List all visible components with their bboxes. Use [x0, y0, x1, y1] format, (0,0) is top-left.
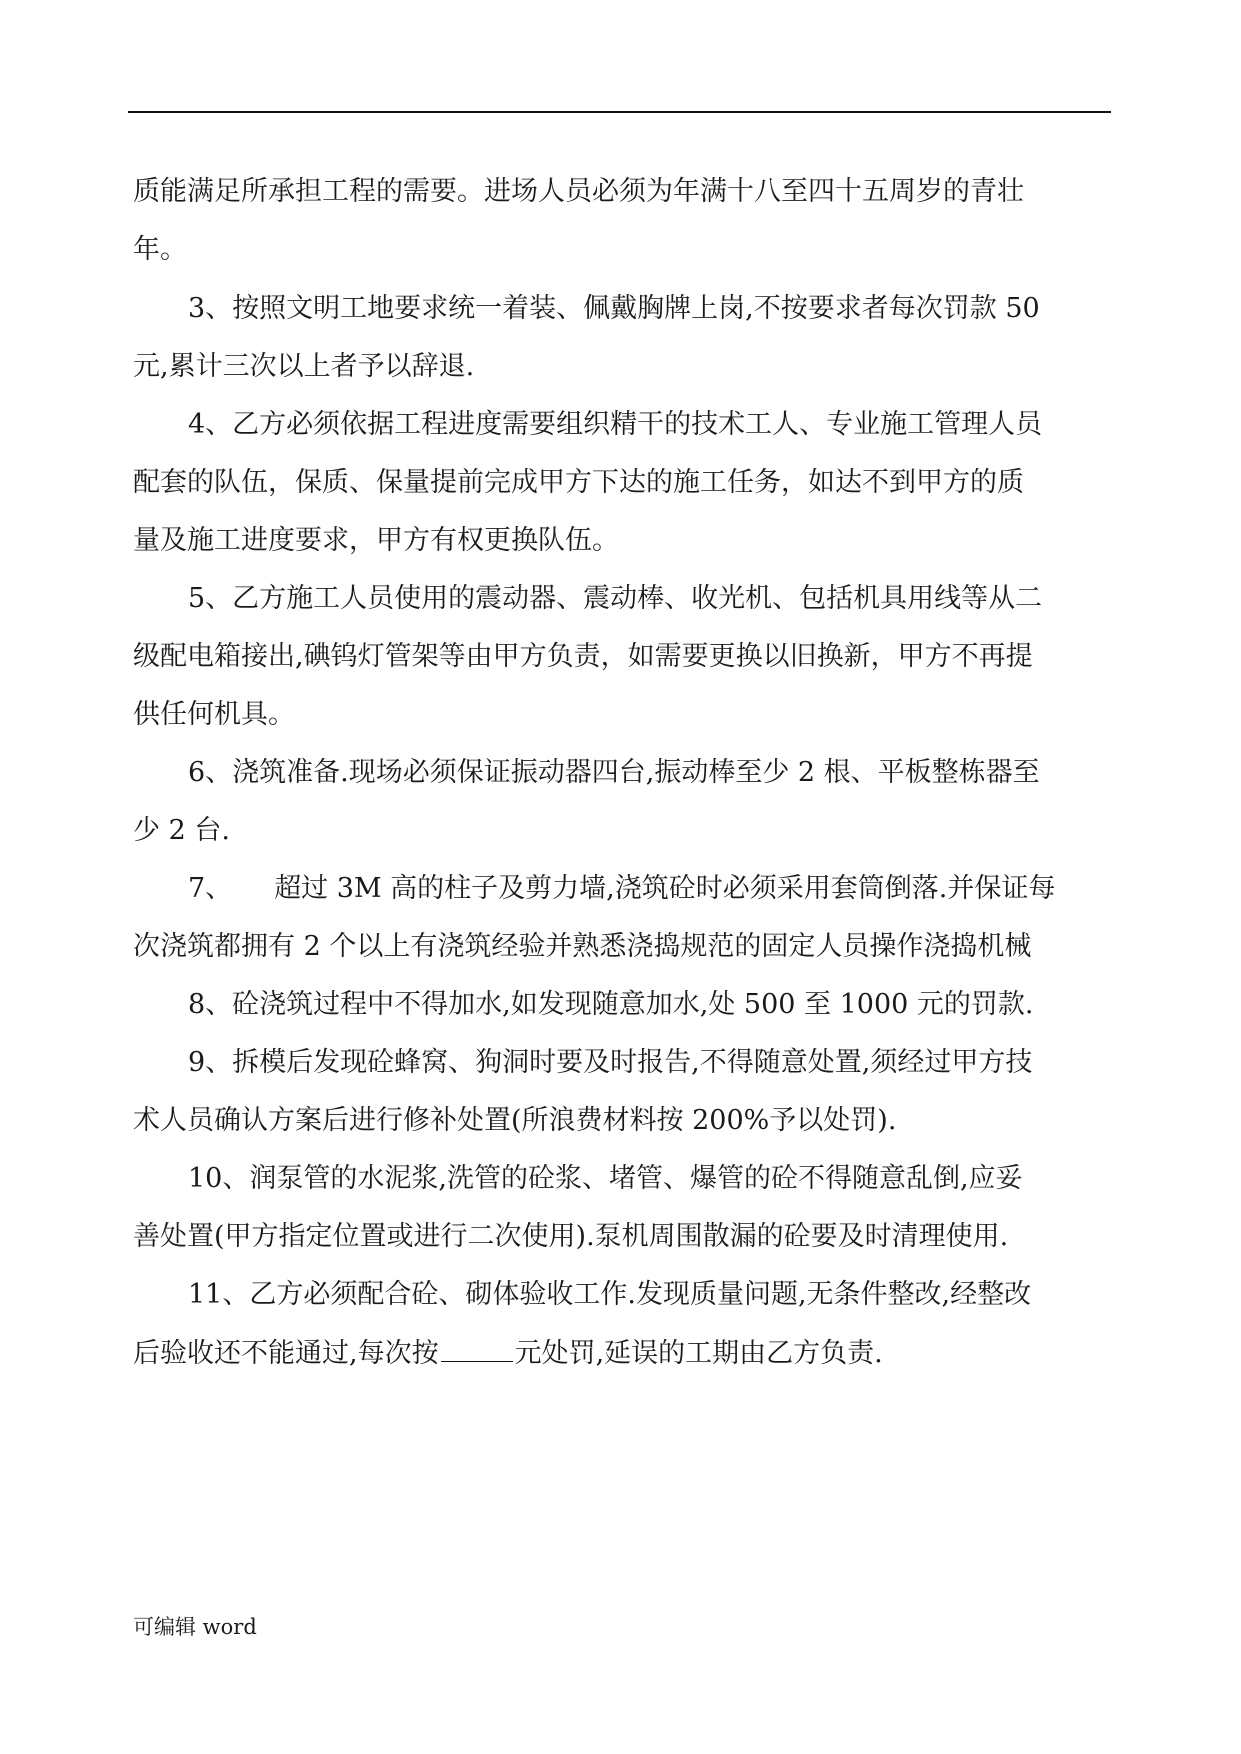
item-6-line: 6、浇筑准备.现场必须保证振动器四台,振动棒至少 2 根、平板整栋器至: [188, 757, 1040, 788]
item-5-line: 级配电箱接出,碘钨灯管架等由甲方负责，如需要更换以旧换新，甲方不再提: [133, 641, 1033, 672]
text-line: 年。: [133, 234, 187, 265]
item-11-text-after-blank: 元处罚,延误的工期由乙方负责.: [514, 1338, 883, 1369]
item-8-line: 8、砼浇筑过程中不得加水,如发现随意加水,处 500 至 1000 元的罚款.: [188, 989, 1034, 1020]
item-4-line: 4、乙方必须依据工程进度需要组织精干的技术工人、专业施工管理人员: [188, 409, 1043, 440]
item-7-text: 超过 3M 高的柱子及剪力墙,浇筑砼时必须采用套筒倒落.并保证每: [274, 873, 1056, 904]
item-7-line: 次浇筑都拥有 2 个以上有浇筑经验并熟悉浇捣规范的固定人员操作浇捣机械: [133, 931, 1032, 962]
fill-in-blank: [441, 1339, 513, 1362]
item-3-line: 元,累计三次以上者予以辞退.: [133, 351, 475, 382]
item-11-text-before-blank: 后验收还不能通过,每次按: [133, 1338, 439, 1369]
item-7-line: [188, 875, 1055, 902]
item-11-line: [133, 1339, 883, 1367]
item-3-line: 3、按照文明工地要求统一着装、佩戴胸牌上岗,不按要求者每次罚款 50: [188, 293, 1040, 324]
item-9-line: 术人员确认方案后进行修补处置(所浪费材料按 200%予以处罚).: [133, 1105, 897, 1136]
item-10-line: 10、润泵管的水泥浆,洗管的砼浆、堵管、爆管的砼不得随意乱倒,应妥: [188, 1163, 1023, 1194]
item-10-line: 善处置(甲方指定位置或进行二次使用).泵机周围散漏的砼要及时清理使用.: [133, 1221, 1009, 1252]
item-4-line: 配套的队伍，保质、保量提前完成甲方下达的施工任务，如达不到甲方的质: [133, 467, 1024, 498]
header-rule: [128, 111, 1111, 113]
item-6-line: 少 2 台.: [133, 815, 230, 846]
item-7-number: 7、: [188, 873, 233, 904]
item-4-line: 量及施工进度要求，甲方有权更换队伍。: [133, 525, 619, 556]
footer-label: 可编辑 word: [133, 1615, 257, 1639]
item-9-line: 9、拆模后发现砼蜂窝、狗洞时要及时报告,不得随意处置,须经过甲方技: [188, 1047, 1033, 1078]
item-5-line: 5、乙方施工人员使用的震动器、震动棒、收光机、包括机具用线等从二: [188, 583, 1043, 614]
item-5-line: 供任何机具。: [133, 699, 295, 730]
item-11-line: 11、乙方必须配合砼、砌体验收工作.发现质量问题,无条件整改,经整改: [188, 1279, 1032, 1310]
text-line: 质能满足所承担工程的需要。进场人员必须为年满十八至四十五周岁的青壮: [133, 176, 1024, 207]
